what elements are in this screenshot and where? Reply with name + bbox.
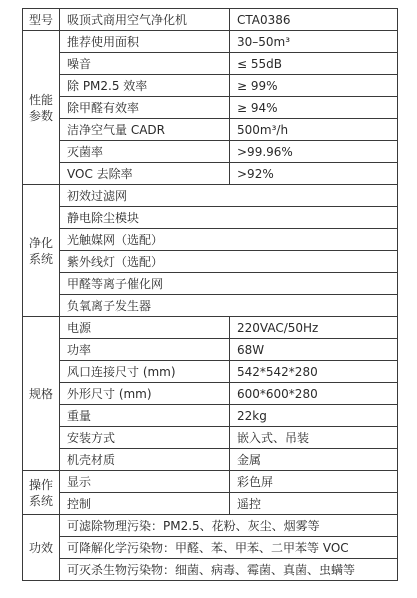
specs-value: 220VAC/50Hz: [230, 317, 398, 339]
function-item: 可灭杀生物污染物：细菌、病毒、霉菌、真菌、虫螨等: [60, 559, 398, 581]
performance-key: 除 PM2.5 效率: [60, 75, 230, 97]
purification-item: 紫外线灯（选配）: [60, 251, 398, 273]
specs-value: 600*600*280: [230, 383, 398, 405]
purification-item: 负氧离子发生器: [60, 295, 398, 317]
performance-key: 噪音: [60, 53, 230, 75]
specs-row: [23, 339, 398, 361]
performance-key: 灭菌率: [60, 141, 230, 163]
specs-key: 功率: [60, 339, 230, 361]
performance-value: ≤ 55dB: [230, 53, 398, 75]
purification-item: 甲醛等离子催化网: [60, 273, 398, 295]
performance-row: [23, 31, 398, 53]
purification-item: 初效过滤网: [60, 185, 398, 207]
operation-label: 操作 系统: [23, 471, 60, 515]
performance-value: >99.96%: [230, 141, 398, 163]
specs-row: [23, 449, 398, 471]
performance-value: ≥ 99%: [230, 75, 398, 97]
operation-key: 控制: [60, 493, 230, 515]
purification-row: [23, 295, 398, 317]
operation-row: [23, 493, 398, 515]
specs-key: 风口连接尺寸 (mm): [60, 361, 230, 383]
performance-key: 推荐使用面积: [60, 31, 230, 53]
specs-key: 外形尺寸 (mm): [60, 383, 230, 405]
purification-row: [23, 207, 398, 229]
performance-key: VOC 去除率: [60, 163, 230, 185]
specs-key: 电源: [60, 317, 230, 339]
performance-key: 除甲醛有效率: [60, 97, 230, 119]
performance-value: ≥ 94%: [230, 97, 398, 119]
function-label: 功效: [23, 515, 60, 581]
specs-label: 规格: [23, 317, 60, 471]
purification-item: 光触媒网（选配）: [60, 229, 398, 251]
specs-row: [23, 383, 398, 405]
model-number: CTA0386: [230, 9, 398, 31]
function-item: 可滤除物理污染：PM2.5、花粉、灰尘、烟雾等: [60, 515, 398, 537]
function-row: [23, 559, 398, 581]
performance-row: [23, 119, 398, 141]
function-item: 可降解化学污染物：甲醛、苯、甲苯、二甲苯等 VOC: [60, 537, 398, 559]
specs-key: 安装方式: [60, 427, 230, 449]
model-row: [23, 9, 398, 31]
operation-value: 遥控: [230, 493, 398, 515]
purification-label: 净化 系统: [23, 185, 60, 317]
performance-key: 洁净空气量 CADR: [60, 119, 230, 141]
performance-label: 性能 参数: [23, 31, 60, 185]
specs-value: 金属: [230, 449, 398, 471]
performance-row: [23, 53, 398, 75]
specs-row: [23, 405, 398, 427]
specs-row: [23, 361, 398, 383]
specs-value: 68W: [230, 339, 398, 361]
specs-key: 机壳材质: [60, 449, 230, 471]
operation-key: 显示: [60, 471, 230, 493]
function-row: [23, 515, 398, 537]
performance-row: [23, 141, 398, 163]
specs-value: 22kg: [230, 405, 398, 427]
specs-key: 重量: [60, 405, 230, 427]
function-row: [23, 537, 398, 559]
operation-row: [23, 471, 398, 493]
performance-row: [23, 75, 398, 97]
purification-item: 静电除尘模块: [60, 207, 398, 229]
product-name: 吸顶式商用空气净化机: [60, 9, 230, 31]
specs-value: 嵌入式、吊装: [230, 427, 398, 449]
performance-value: 500m³/h: [230, 119, 398, 141]
performance-value: 30–50m³: [230, 31, 398, 53]
performance-row: [23, 97, 398, 119]
purification-row: [23, 229, 398, 251]
specs-value: 542*542*280: [230, 361, 398, 383]
performance-value: >92%: [230, 163, 398, 185]
specs-row: [23, 427, 398, 449]
purification-row: [23, 273, 398, 295]
spec-table: [22, 8, 398, 581]
performance-row: [23, 163, 398, 185]
purification-row: [23, 251, 398, 273]
specs-row: [23, 317, 398, 339]
purification-row: [23, 185, 398, 207]
operation-value: 彩色屏: [230, 471, 398, 493]
model-label: 型号: [23, 9, 60, 31]
